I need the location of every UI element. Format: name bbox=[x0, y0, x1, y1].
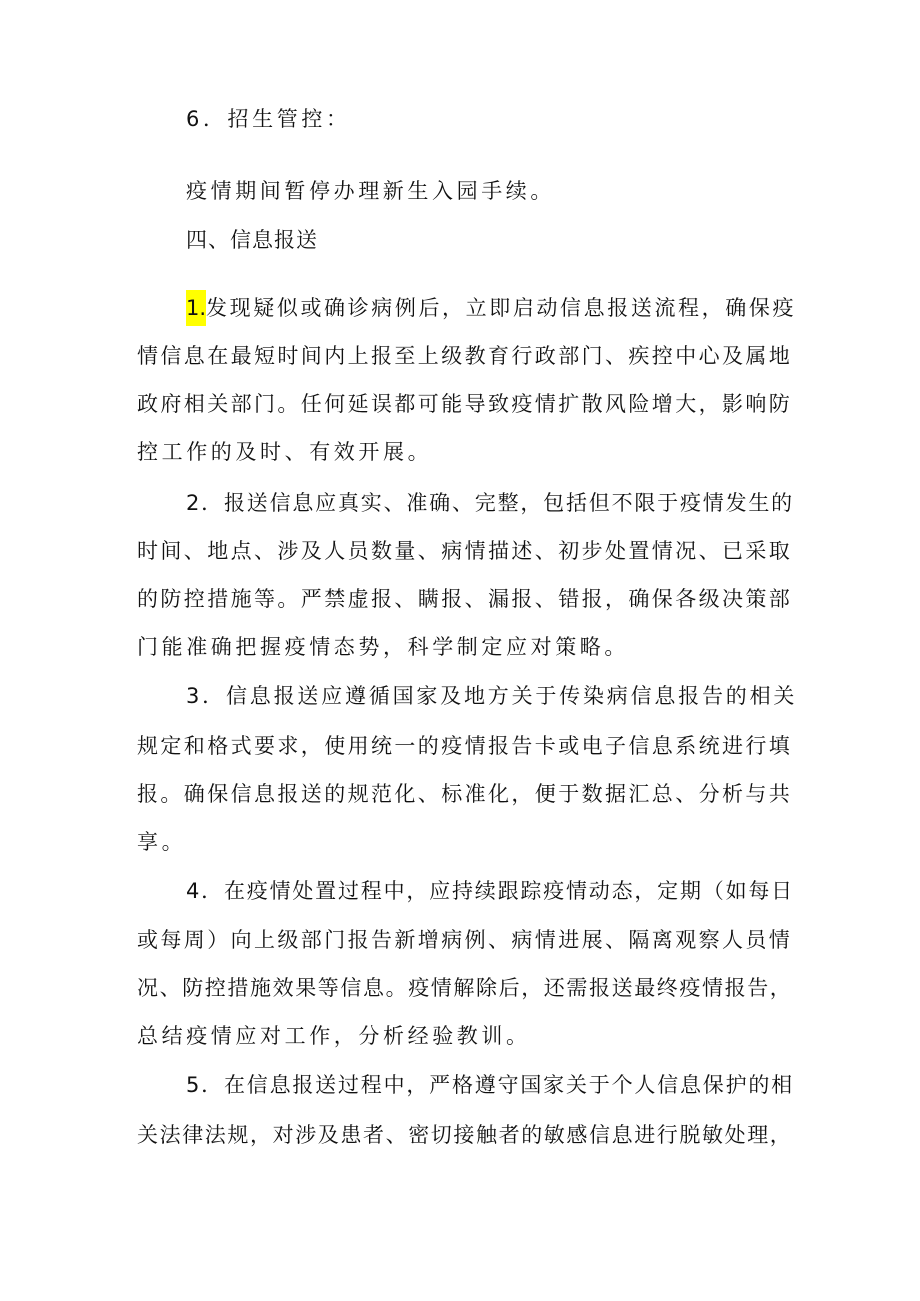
item-5-text-line-1: ．在信息报送过程中，严格遵守国家关于个人信息保护的相 bbox=[201, 1073, 794, 1097]
item-2-first-line bbox=[186, 488, 797, 518]
item-4-text-line-2: 或每周）向上级部门报告新增病例、病情进展、隔离观察人员情 bbox=[137, 928, 793, 952]
item-4-first-line bbox=[186, 876, 797, 906]
item-3-text-line-3: 报。确保信息报送的规范化、标准化，便于数据汇总、分析与共 bbox=[137, 782, 793, 806]
item-5-number: 5 bbox=[186, 1073, 202, 1097]
item-3-text-line-1: ．信息报送应遵循国家及地方关于传染病信息报告的相关 bbox=[202, 684, 798, 708]
item-2-number: 2 bbox=[186, 491, 202, 515]
item-5-text-line-2: 关法律法规，对涉及患者、密切接触者的敏感信息进行脱敏处理， bbox=[137, 1123, 793, 1147]
item-2-text-line-2: 时间、地点、涉及人员数量、病情描述、初步处置情况、已采取 bbox=[137, 539, 793, 563]
item-3-number: 3 bbox=[186, 684, 203, 708]
item-5-first-line bbox=[186, 1070, 797, 1100]
item-1-number: 1. bbox=[186, 290, 206, 326]
section-4-heading: 四、信息报送 bbox=[186, 228, 318, 252]
item-1-text-line-4: 控工作的及时、有效开展。 bbox=[137, 440, 433, 464]
item-4-text-line-3: 况、防控措施效果等信息。疫情解除后，还需报送最终疫情报告， bbox=[137, 976, 793, 1000]
item-2-text-line-1: ．报送信息应真实、准确、完整，包括但不限于疫情发生的 bbox=[201, 491, 794, 515]
item-2-text-line-3: 的防控措施等。严禁虚报、瞒报、漏报、错报，确保各级决策部 bbox=[137, 587, 793, 611]
item-1-first-line bbox=[186, 293, 797, 323]
item-3-text-line-4: 享。 bbox=[137, 830, 187, 854]
section-6-text: 疫情期间暂停办理新生入园手续。 bbox=[186, 179, 555, 203]
item-1-text-line-3: 政府相关部门。任何延误都可能导致疫情扩散风险增大，影响防 bbox=[137, 392, 793, 416]
item-3-text-line-2: 规定和格式要求，使用统一的疫情报告卡或电子信息系统进行填 bbox=[137, 734, 793, 758]
item-1-text-line-2: 情信息在最短时间内上报至上级教育行政部门、疾控中心及属地 bbox=[137, 344, 793, 368]
item-2-text-line-4: 门能准确把握疫情态势，科学制定应对策略。 bbox=[137, 635, 629, 659]
item-1-text-line-1: 发现疑似或确诊病例后，立即启动信息报送流程，确保疫 bbox=[206, 296, 797, 320]
item-4-text-line-4: 总结疫情应对工作，分析经验教训。 bbox=[137, 1024, 531, 1048]
section-6-title: 6．招生管控： bbox=[186, 107, 351, 131]
item-4-number: 4 bbox=[186, 879, 202, 903]
item-3-first-line bbox=[186, 681, 797, 711]
item-4-text-line-1: ．在疫情处置过程中，应持续跟踪疫情动态，定期（如每日 bbox=[201, 879, 794, 903]
